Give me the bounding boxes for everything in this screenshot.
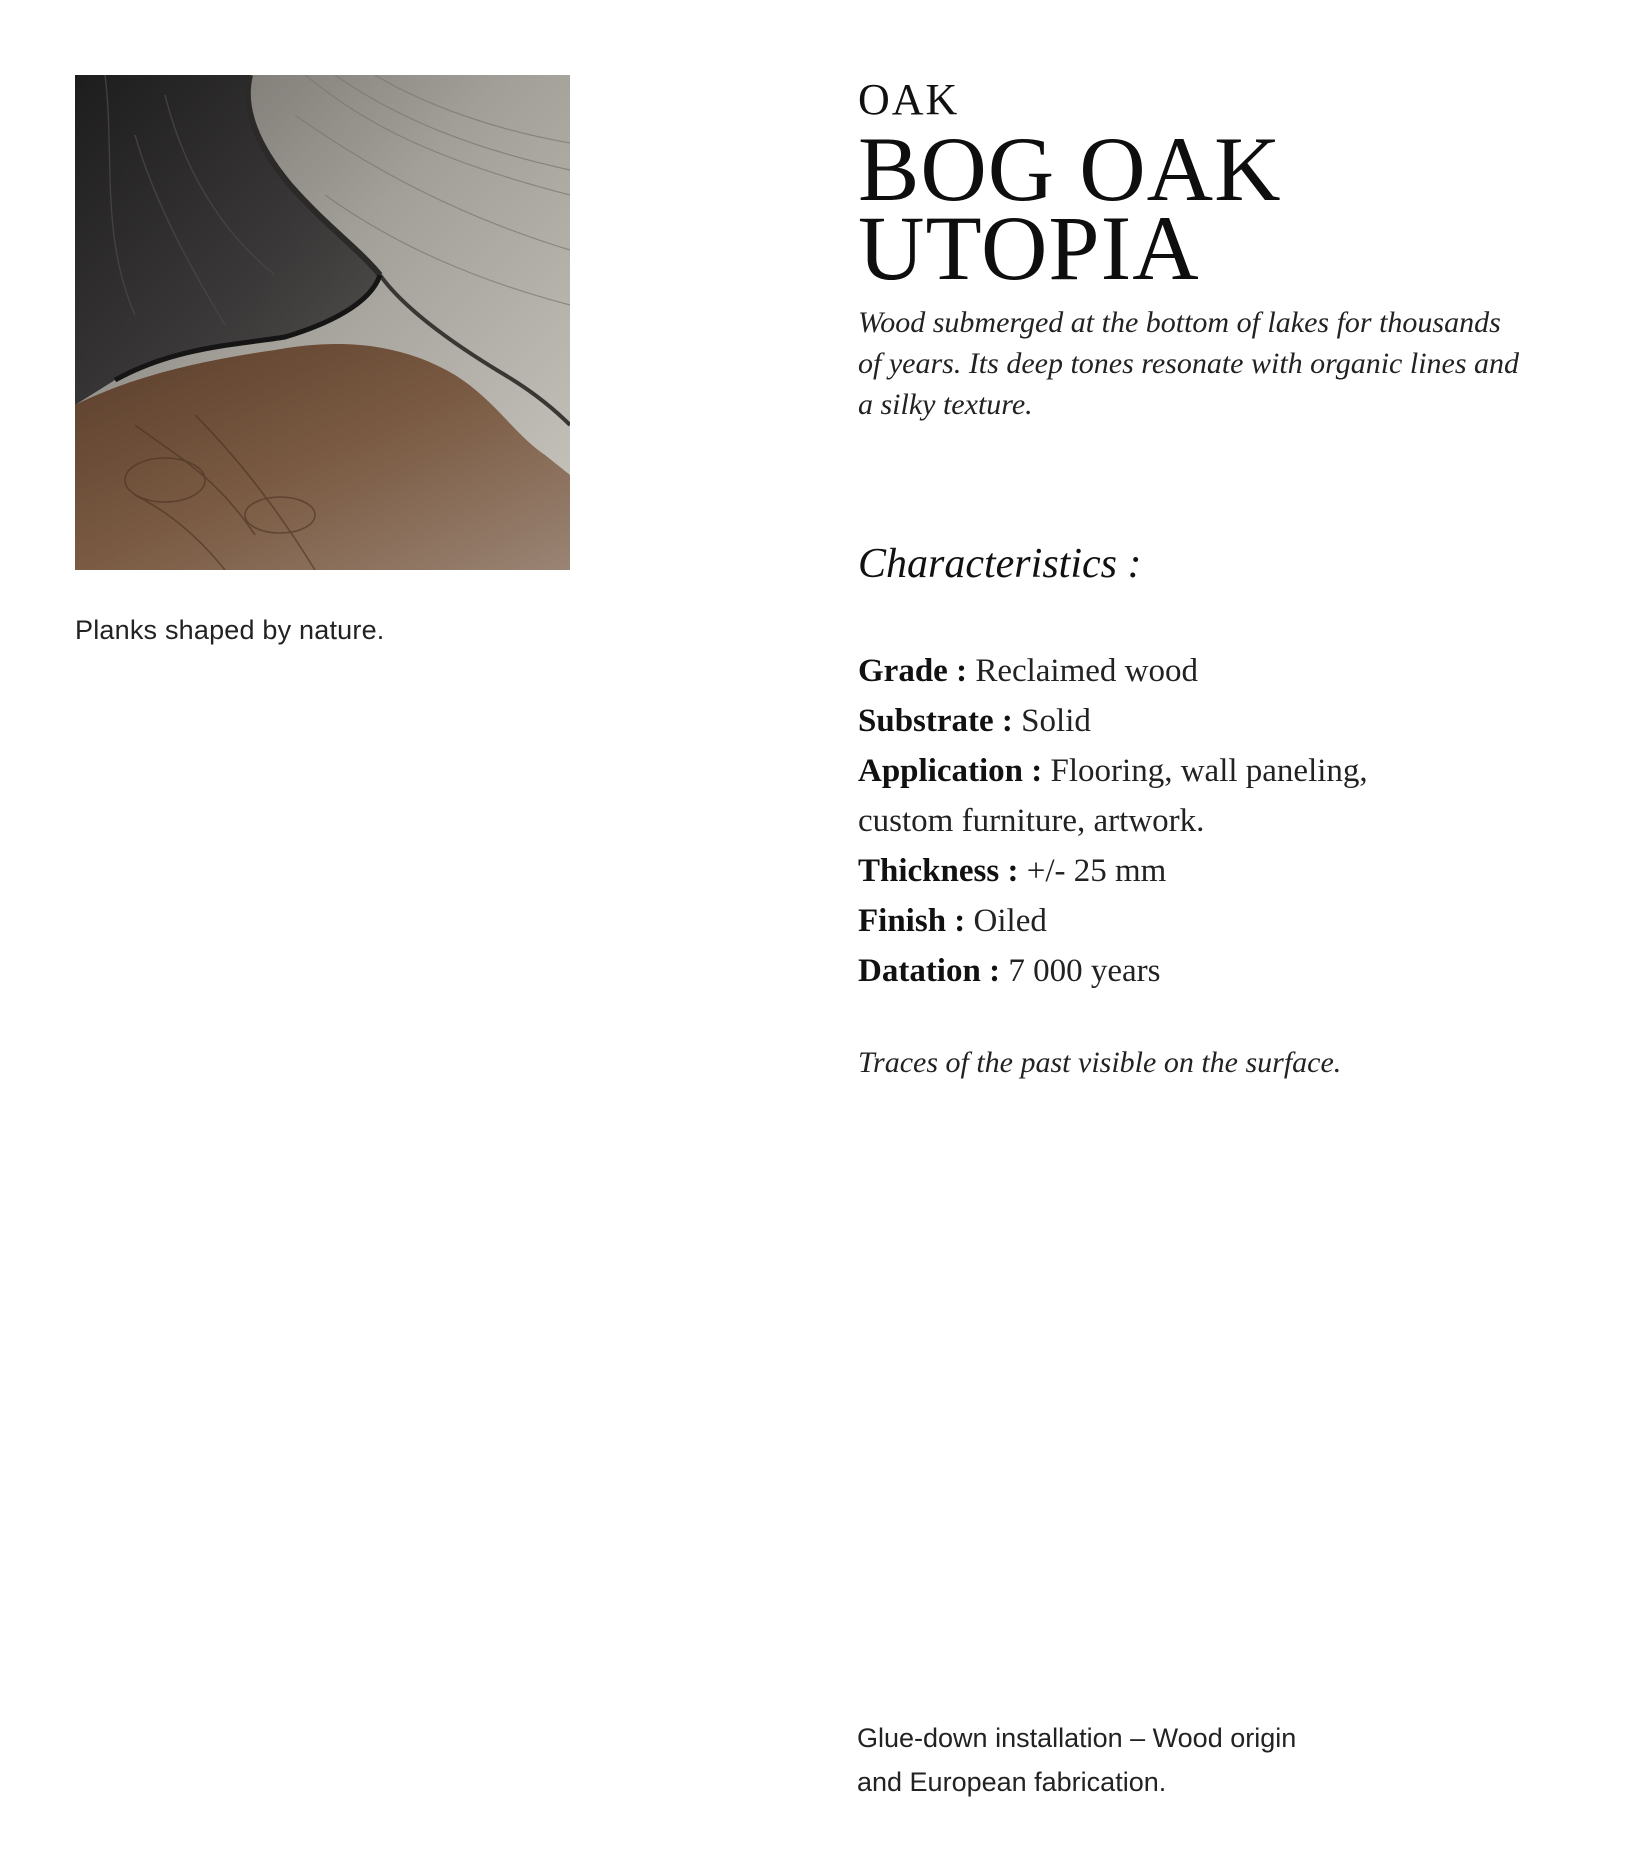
spec-grade xyxy=(858,646,1418,696)
spec-finish xyxy=(858,896,1418,946)
image-caption: Planks shaped by nature. xyxy=(75,615,385,645)
spec-value: Flooring, wall paneling, custom furniture, artwork. xyxy=(858,753,1368,840)
spec-label: Thickness : xyxy=(858,853,1019,890)
spec-label: Grade : xyxy=(858,653,968,690)
spec-label: Substrate : xyxy=(858,703,1013,740)
spec-datation xyxy=(858,946,1418,996)
spec-application xyxy=(858,746,1418,846)
spec-value: Oiled xyxy=(973,903,1047,940)
spec-value: +/- 25 mm xyxy=(1026,853,1167,890)
product-description: Wood submerged at the bottom of lakes for thousands of years. Its deep tones resonate with organic lines and a silky texture. xyxy=(858,306,1520,422)
spec-substrate xyxy=(858,696,1418,746)
characteristics-list xyxy=(858,646,1418,996)
spec-value: 7 000 years xyxy=(1008,953,1161,990)
spec-value: Solid xyxy=(1021,703,1091,740)
spec-thickness xyxy=(858,846,1418,896)
bog-oak-wood-image xyxy=(75,75,570,570)
spec-label: Application : xyxy=(858,753,1043,790)
installation-line-2: and European fabrication. xyxy=(857,1767,1167,1797)
product-title-line-2: UTOPIA xyxy=(858,197,1200,300)
product-title-line-1: BOG OAK xyxy=(858,118,1282,220)
product-category: OAK xyxy=(858,75,960,124)
installation-line-1: Glue-down installation – Wood origin xyxy=(857,1723,1297,1753)
spec-value: Reclaimed wood xyxy=(975,653,1198,690)
characteristics-heading: Characteristics : xyxy=(858,541,1142,588)
spec-label: Datation : xyxy=(858,953,1001,990)
right-column xyxy=(858,75,1578,1080)
installation-info xyxy=(857,1716,1377,1804)
product-title xyxy=(858,118,1578,300)
spec-label: Finish : xyxy=(858,903,966,940)
left-column xyxy=(75,75,570,646)
surface-note: Traces of the past visible on the surface. xyxy=(858,1046,1342,1080)
